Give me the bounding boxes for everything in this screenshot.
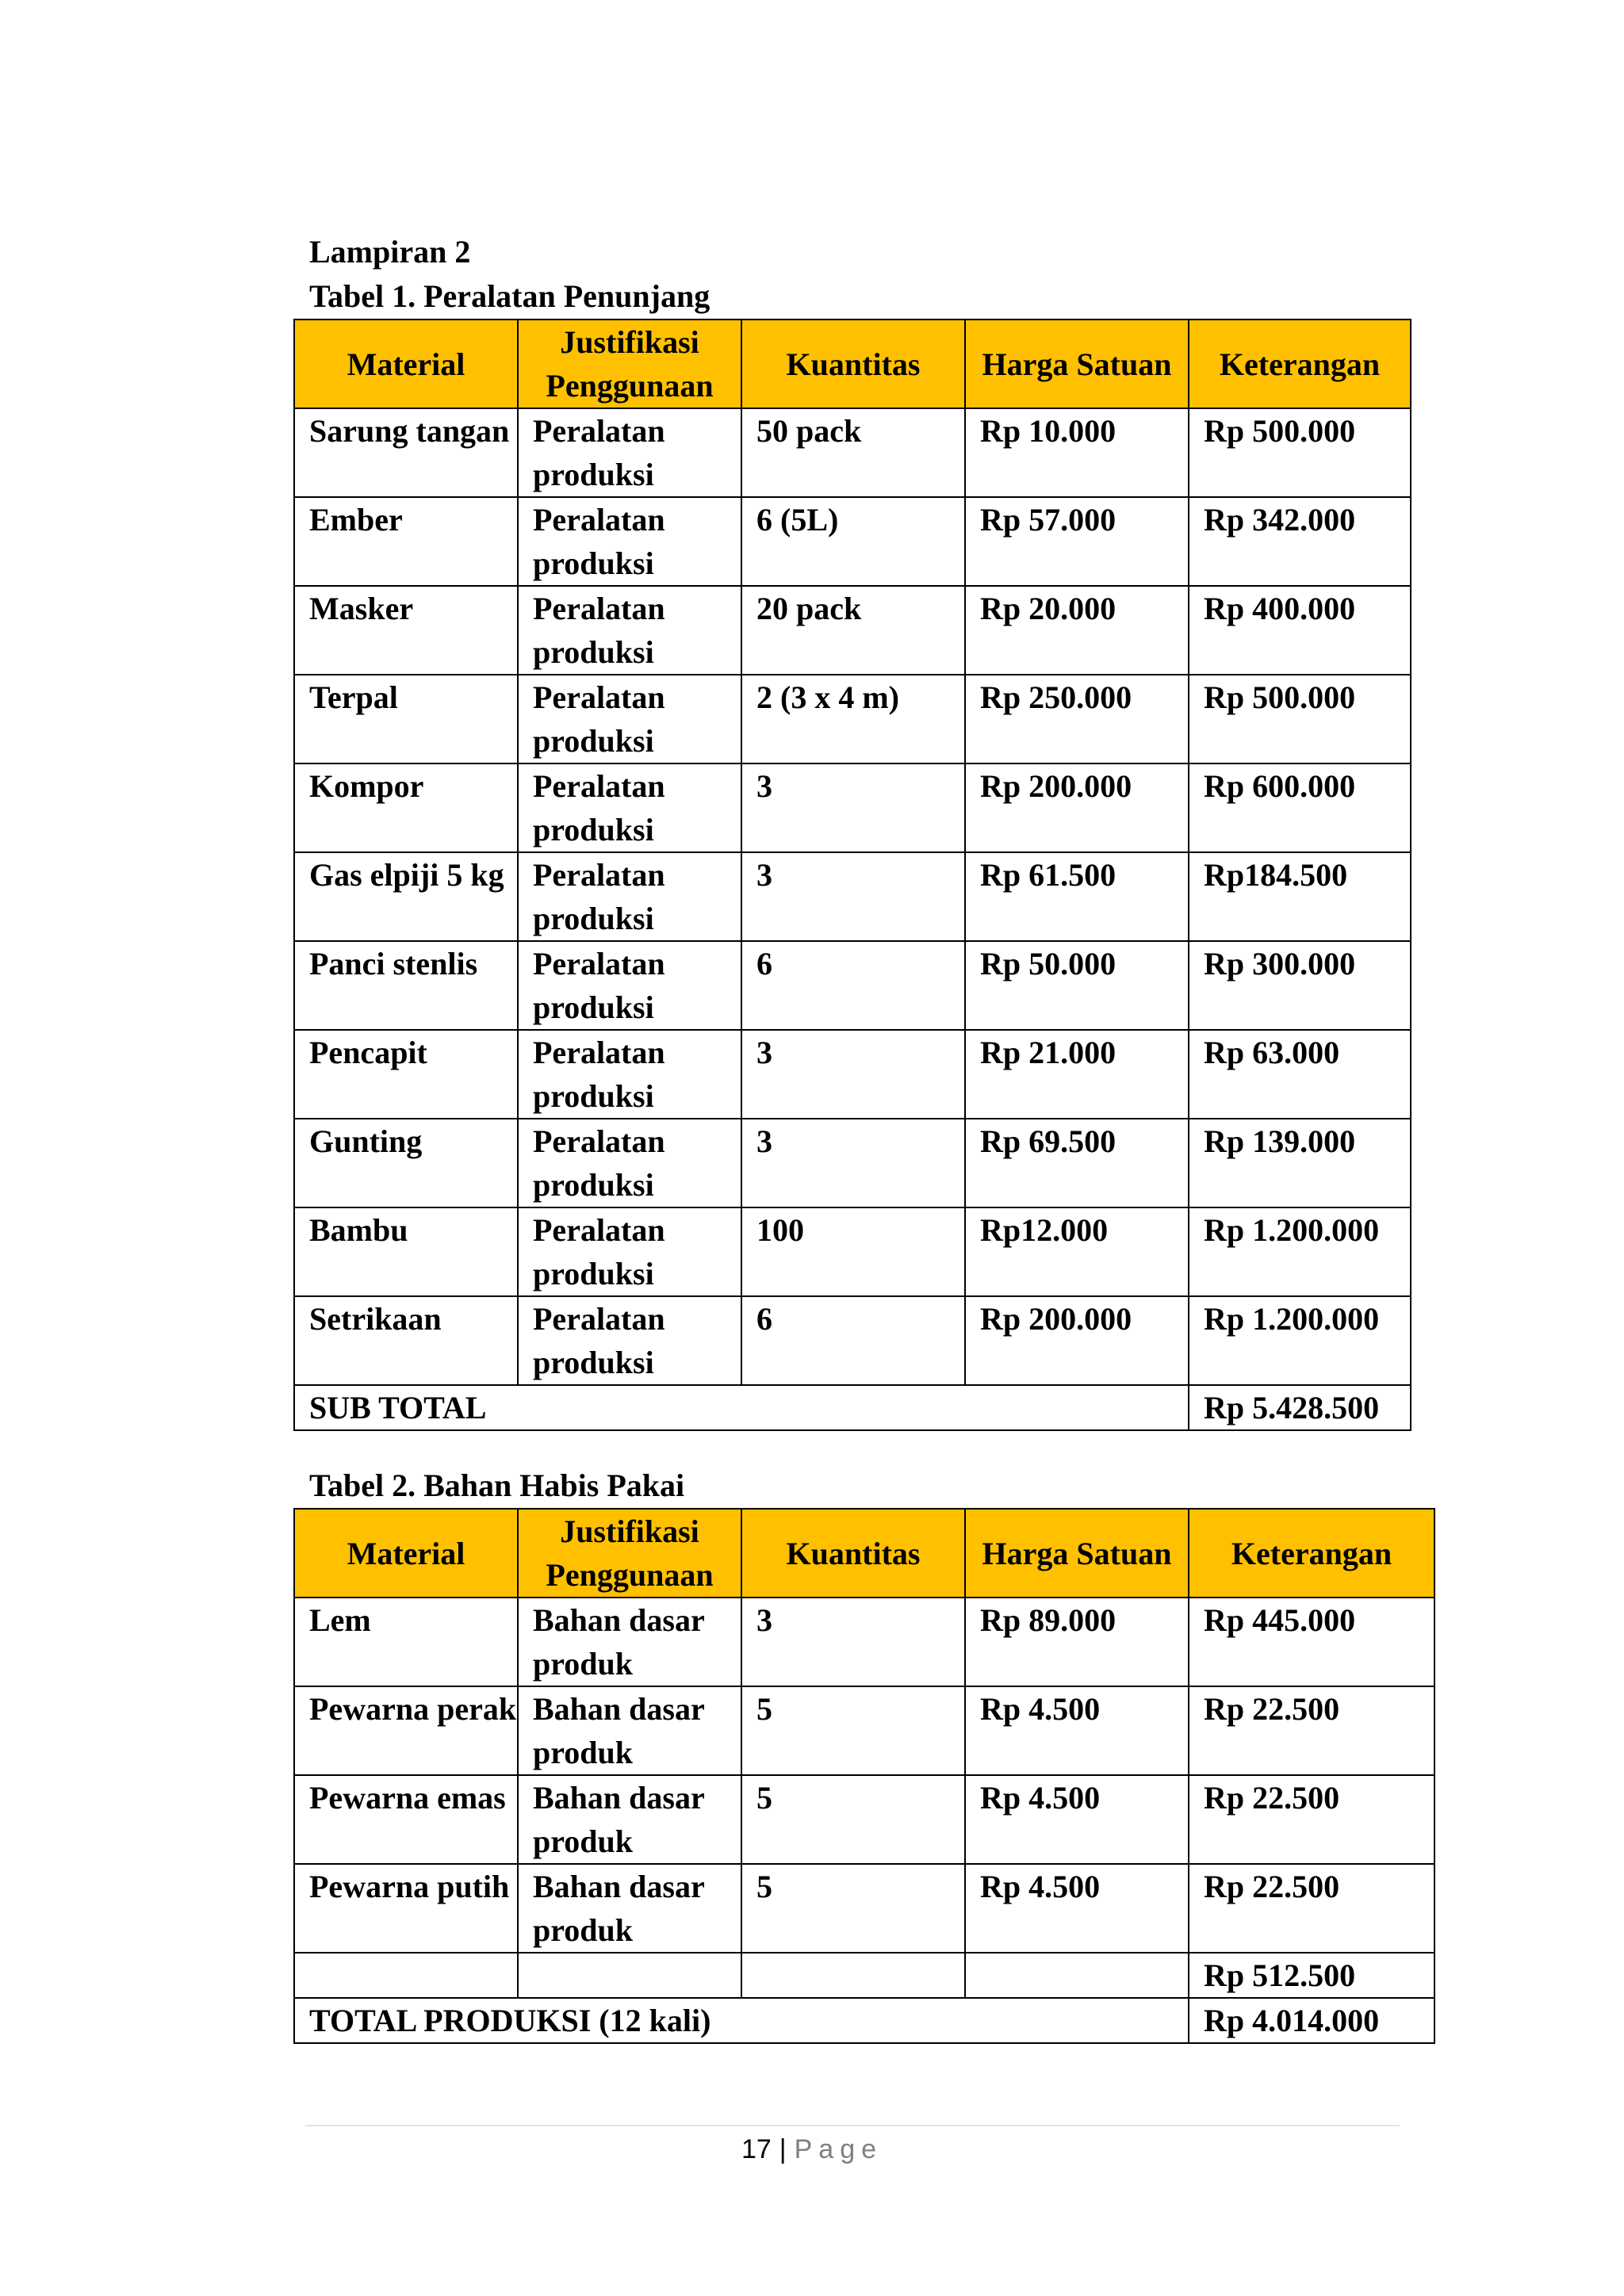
cell-unit-price: Rp 69.500 xyxy=(965,1119,1189,1207)
cell-quantity: 3 xyxy=(741,1598,965,1686)
table1-header-justification: Justifikasi Penggunaan xyxy=(518,320,741,408)
empty-cell xyxy=(965,1953,1189,1998)
cell-material: Kompor xyxy=(294,763,518,852)
cell-material: Gas elpiji 5 kg xyxy=(294,852,518,941)
cell-remarks: Rp 500.000 xyxy=(1189,675,1411,763)
table2-header-remarks: Keterangan xyxy=(1189,1509,1434,1598)
page-footer xyxy=(0,2130,1624,2169)
cell-unit-price: Rp 57.000 xyxy=(965,497,1189,586)
cell-unit-price: Rp 21.000 xyxy=(965,1030,1189,1119)
cell-material: Gunting xyxy=(294,1119,518,1207)
cell-remarks: Rp 1.200.000 xyxy=(1189,1207,1411,1296)
total-label: TOTAL PRODUKSI (12 kali) xyxy=(294,1998,1189,2043)
subtotal-row xyxy=(294,1385,1411,1430)
cell-material: Sarung tangan xyxy=(294,408,518,497)
cell-quantity: 50 pack xyxy=(741,408,965,497)
empty-cell xyxy=(741,1953,965,1998)
cell-justification: Peralatan produksi xyxy=(518,941,741,1030)
cell-remarks: Rp 22.500 xyxy=(1189,1864,1434,1953)
equipment-table xyxy=(293,319,1411,1431)
table1-header-row xyxy=(294,320,1411,408)
cell-material: Panci stenlis xyxy=(294,941,518,1030)
consumables-table xyxy=(293,1508,1435,2044)
cell-remarks: Rp 342.000 xyxy=(1189,497,1411,586)
cell-quantity: 3 xyxy=(741,1030,965,1119)
cell-unit-price: Rp 200.000 xyxy=(965,1296,1189,1385)
subtotal-label: SUB TOTAL xyxy=(294,1385,1189,1430)
cell-unit-price: Rp 250.000 xyxy=(965,675,1189,763)
cell-justification: Bahan dasar produk xyxy=(518,1864,741,1953)
cell-justification: Peralatan produksi xyxy=(518,586,741,675)
sum-value: Rp 512.500 xyxy=(1189,1953,1434,1998)
cell-justification: Peralatan produksi xyxy=(518,1030,741,1119)
page-label: Page xyxy=(794,2134,883,2164)
table-row xyxy=(294,1030,1411,1119)
sum-row xyxy=(294,1953,1434,1998)
total-value: Rp 4.014.000 xyxy=(1189,1998,1434,2043)
total-row xyxy=(294,1998,1434,2043)
cell-unit-price: Rp12.000 xyxy=(965,1207,1189,1296)
cell-quantity: 5 xyxy=(741,1686,965,1775)
cell-remarks: Rp 300.000 xyxy=(1189,941,1411,1030)
table1-caption: Tabel 1. Peralatan Penunjang xyxy=(309,278,710,314)
cell-unit-price: Rp 10.000 xyxy=(965,408,1189,497)
cell-unit-price: Rp 50.000 xyxy=(965,941,1189,1030)
footer-separator: | xyxy=(779,2134,787,2164)
table1-header-material: Material xyxy=(294,320,518,408)
cell-quantity: 100 xyxy=(741,1207,965,1296)
cell-quantity: 6 xyxy=(741,1296,965,1385)
cell-material: Pewarna emas xyxy=(294,1775,518,1864)
table1-header-remarks: Keterangan xyxy=(1189,320,1411,408)
cell-quantity: 2 (3 x 4 m) xyxy=(741,675,965,763)
cell-justification: Peralatan produksi xyxy=(518,1119,741,1207)
cell-justification: Peralatan produksi xyxy=(518,852,741,941)
cell-remarks: Rp 500.000 xyxy=(1189,408,1411,497)
table-row xyxy=(294,1207,1411,1296)
cell-material: Pewarna putih xyxy=(294,1864,518,1953)
table2-header-material: Material xyxy=(294,1509,518,1598)
table-row xyxy=(294,852,1411,941)
table-row xyxy=(294,408,1411,497)
cell-remarks: Rp 1.200.000 xyxy=(1189,1296,1411,1385)
cell-justification: Bahan dasar produk xyxy=(518,1775,741,1864)
table-row xyxy=(294,675,1411,763)
table-row xyxy=(294,941,1411,1030)
cell-material: Lem xyxy=(294,1598,518,1686)
empty-cell xyxy=(294,1953,518,1998)
cell-material: Terpal xyxy=(294,675,518,763)
table2-header-row xyxy=(294,1509,1434,1598)
table2-header-quantity: Kuantitas xyxy=(741,1509,965,1598)
cell-quantity: 20 pack xyxy=(741,586,965,675)
table-row xyxy=(294,1296,1411,1385)
cell-justification: Peralatan produksi xyxy=(518,1296,741,1385)
table-row xyxy=(294,1775,1434,1864)
cell-justification: Peralatan produksi xyxy=(518,763,741,852)
table2-header-unit-price: Harga Satuan xyxy=(965,1509,1189,1598)
cell-quantity: 3 xyxy=(741,1119,965,1207)
cell-remarks: Rp 22.500 xyxy=(1189,1775,1434,1864)
cell-justification: Bahan dasar produk xyxy=(518,1686,741,1775)
cell-unit-price: Rp 200.000 xyxy=(965,763,1189,852)
table-row xyxy=(294,586,1411,675)
cell-remarks: Rp 445.000 xyxy=(1189,1598,1434,1686)
table2-header-justification: Justifikasi Penggunaan xyxy=(518,1509,741,1598)
cell-justification: Bahan dasar produk xyxy=(518,1598,741,1686)
table1-header-unit-price: Harga Satuan xyxy=(965,320,1189,408)
table-row xyxy=(294,497,1411,586)
cell-justification: Peralatan produksi xyxy=(518,675,741,763)
cell-material: Masker xyxy=(294,586,518,675)
page-number: 17 xyxy=(741,2134,772,2164)
cell-unit-price: Rp 61.500 xyxy=(965,852,1189,941)
table2-caption: Tabel 2. Bahan Habis Pakai xyxy=(309,1468,685,1503)
cell-material: Pewarna perak xyxy=(294,1686,518,1775)
cell-unit-price: Rp 20.000 xyxy=(965,586,1189,675)
cell-quantity: 3 xyxy=(741,852,965,941)
table-row xyxy=(294,1119,1411,1207)
cell-remarks: Rp184.500 xyxy=(1189,852,1411,941)
cell-quantity: 5 xyxy=(741,1864,965,1953)
cell-material: Pencapit xyxy=(294,1030,518,1119)
cell-material: Bambu xyxy=(294,1207,518,1296)
cell-remarks: Rp 22.500 xyxy=(1189,1686,1434,1775)
cell-remarks: Rp 63.000 xyxy=(1189,1030,1411,1119)
cell-quantity: 6 (5L) xyxy=(741,497,965,586)
cell-remarks: Rp 139.000 xyxy=(1189,1119,1411,1207)
cell-unit-price: Rp 4.500 xyxy=(965,1686,1189,1775)
empty-cell xyxy=(518,1953,741,1998)
appendix-title: Lampiran 2 xyxy=(309,234,471,270)
cell-quantity: 6 xyxy=(741,941,965,1030)
table-row xyxy=(294,1598,1434,1686)
cell-remarks: Rp 400.000 xyxy=(1189,586,1411,675)
table-row xyxy=(294,1686,1434,1775)
cell-unit-price: Rp 89.000 xyxy=(965,1598,1189,1686)
cell-quantity: 3 xyxy=(741,763,965,852)
table1-header-quantity: Kuantitas xyxy=(741,320,965,408)
cell-material: Setrikaan xyxy=(294,1296,518,1385)
table-row xyxy=(294,763,1411,852)
table-row xyxy=(294,1864,1434,1953)
cell-justification: Peralatan produksi xyxy=(518,497,741,586)
cell-unit-price: Rp 4.500 xyxy=(965,1775,1189,1864)
subtotal-value: Rp 5.428.500 xyxy=(1189,1385,1411,1430)
cell-material: Ember xyxy=(294,497,518,586)
cell-unit-price: Rp 4.500 xyxy=(965,1864,1189,1953)
cell-justification: Peralatan produksi xyxy=(518,1207,741,1296)
cell-quantity: 5 xyxy=(741,1775,965,1864)
footer-divider xyxy=(305,2125,1400,2126)
cell-justification: Peralatan produksi xyxy=(518,408,741,497)
cell-remarks: Rp 600.000 xyxy=(1189,763,1411,852)
